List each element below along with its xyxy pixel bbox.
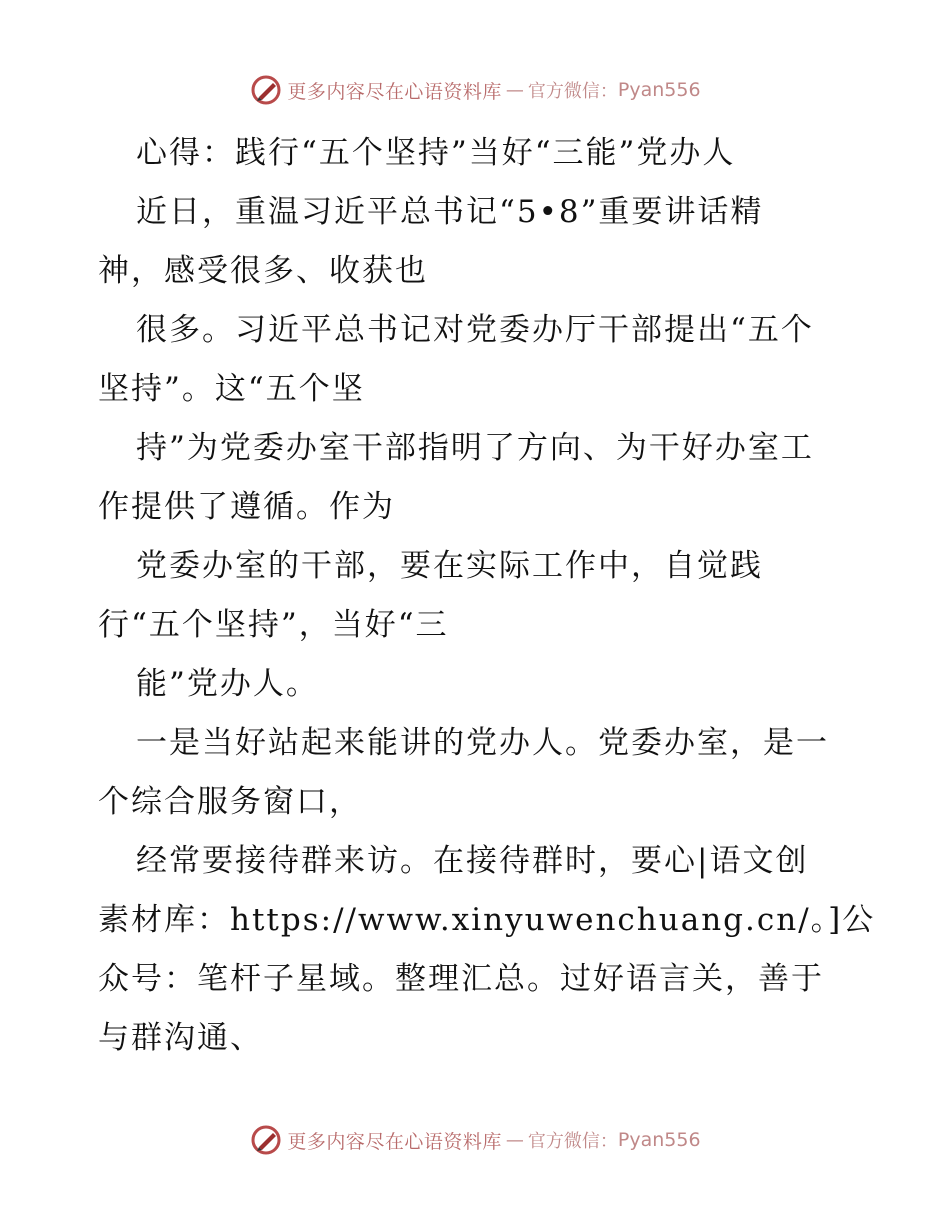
pen-logo-icon [249,1123,283,1157]
banner-wechat-label: 官方微信： [527,81,618,102]
text-line: 与群沟通、 [98,1020,263,1056]
banner-title: 更多内容尽在心语资料库 [287,80,502,103]
text-line: 经常要接待群来访。在接待群时，要心|语文创 [136,843,809,879]
footer-banner [0,1120,950,1160]
text-line: 行“五个坚持”，当好“三 [98,607,449,643]
text-line: 坚持”。这“五个坚 [98,371,365,407]
banner-wechat-id: Pyan556 [617,1129,701,1151]
text-line: 能”党办人。 [136,666,319,702]
text-line: 素材库：https://www.xinyuwenchuang.cn/。]公 [98,902,876,938]
banner-separator: — [505,79,524,101]
text-line: 一是当好站起来能讲的党办人。党委办室，是一 [136,725,829,761]
text-line: 持”为党委办室干部指明了方向、为干好办室工 [136,430,814,466]
text-line: 作提供了遵循。作为 [98,489,395,525]
text-line: 近日，重温习近平总书记“5•8”重要讲话精 [136,194,764,230]
banner-wechat-id: Pyan556 [617,79,701,101]
banner-wechat-label: 官方微信： [527,1131,618,1152]
document-body [98,124,876,1068]
text-line: 很多。习近平总书记对党委办厅干部提出“五个 [136,312,814,348]
text-line: 众号：笔杆子星域。整理汇总。过好语言关，善于 [98,961,824,997]
pen-logo-icon [249,73,283,107]
banner-title: 更多内容尽在心语资料库 [287,1130,502,1153]
text-line: 党委办室的干部，要在实际工作中，自觉践 [136,548,763,584]
text-line: 神，感受很多、收获也 [98,253,428,289]
header-banner [0,70,950,110]
banner-separator: — [505,1129,524,1151]
text-line: 个综合服务窗口， [98,784,362,820]
document-title: 心得：践行“五个坚持”当好“三能”党办人 [136,135,736,171]
